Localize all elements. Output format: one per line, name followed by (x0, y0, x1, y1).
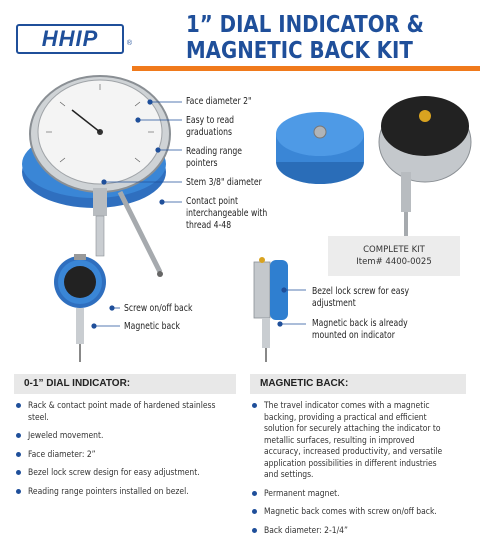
callout-mounted-line1: Magnetic back is already (312, 318, 408, 329)
magnetic-base-image (276, 112, 364, 184)
callout-contact-point (186, 196, 267, 232)
list-item: Bezel lock screw design for easy adjustment. (14, 467, 236, 479)
list-item: Reading range pointers installed on bezel. (14, 486, 236, 498)
callout-easy-read (186, 115, 234, 139)
small-indicator-image (54, 254, 106, 362)
callout-bezel-lock (312, 286, 409, 310)
callout-bezel-lock-line2: adjustment (312, 298, 356, 309)
list-item: Jeweled movement. (14, 430, 236, 442)
kit-item-number: Item# 4400-0025 (356, 257, 432, 267)
page-title (186, 12, 435, 64)
magnetic-back-heading: MAGNETIC BACK: (250, 374, 466, 394)
callout-reading-range-line2: pointers (186, 158, 218, 169)
callout-contact-line1: Contact point (186, 196, 238, 207)
callout-mounted (312, 318, 408, 342)
complete-kit-box (328, 236, 460, 276)
kit-label: COMPLETE KIT (363, 245, 425, 255)
title-line-2: MAGNETIC BACK KIT (186, 38, 413, 64)
hhip-logo (16, 24, 132, 54)
callout-reading-range-line1: Reading range (186, 146, 243, 157)
list-item: Permanent magnet. (250, 488, 466, 500)
callout-stem: Stem 3/8" diameter (186, 177, 262, 188)
product-illustrations (0, 72, 480, 372)
magnetic-back-panel (250, 374, 466, 543)
title-line-1: 1” DIAL INDICATOR & (186, 12, 424, 38)
list-item: Magnetic back comes with screw on/off back. (250, 506, 466, 518)
callout-mounted-line2: mounted on indicator (312, 330, 395, 341)
dial-indicator-list (14, 400, 236, 497)
callout-face-diameter: Face diameter 2" (186, 96, 252, 107)
accent-bar (132, 66, 480, 71)
main-indicator-image (22, 76, 170, 277)
callout-contact-line3: thread 4-48 (186, 220, 232, 231)
registered-mark: ® (126, 40, 132, 47)
callout-contact-line2: interchangeable with (186, 208, 268, 219)
dial-indicator-panel (14, 374, 236, 504)
list-item: The travel indicator comes with a magnetic backing, providing a practical and efficient solution for securely attaching the indicator to metallic surfaces, resulting in improved accuracy, increased productivity, and versatile application possibilities in different industries and settings. (250, 400, 466, 481)
logo-text: HHIP (41, 26, 99, 51)
callout-screw-onoff: Screw on/off back (124, 303, 193, 314)
list-item: Rack & contact point made of hardened stainless steel. (14, 400, 236, 423)
magnetic-back-list (250, 400, 466, 536)
dial-indicator-heading: 0-1” DIAL INDICATOR: (14, 374, 236, 394)
callout-easy-read-line1: Easy to read (186, 115, 235, 126)
callout-magnetic-back: Magnetic back (124, 321, 180, 332)
callout-easy-read-line2: graduations (186, 127, 232, 138)
indicator-back-image (379, 96, 471, 242)
side-indicator-image (254, 257, 288, 362)
callout-bezel-lock-line1: Bezel lock screw for easy (312, 286, 410, 297)
callout-reading-range (186, 146, 242, 170)
list-item: Face diameter: 2” (14, 449, 236, 461)
list-item: Back diameter: 2-1/4” (250, 525, 466, 537)
